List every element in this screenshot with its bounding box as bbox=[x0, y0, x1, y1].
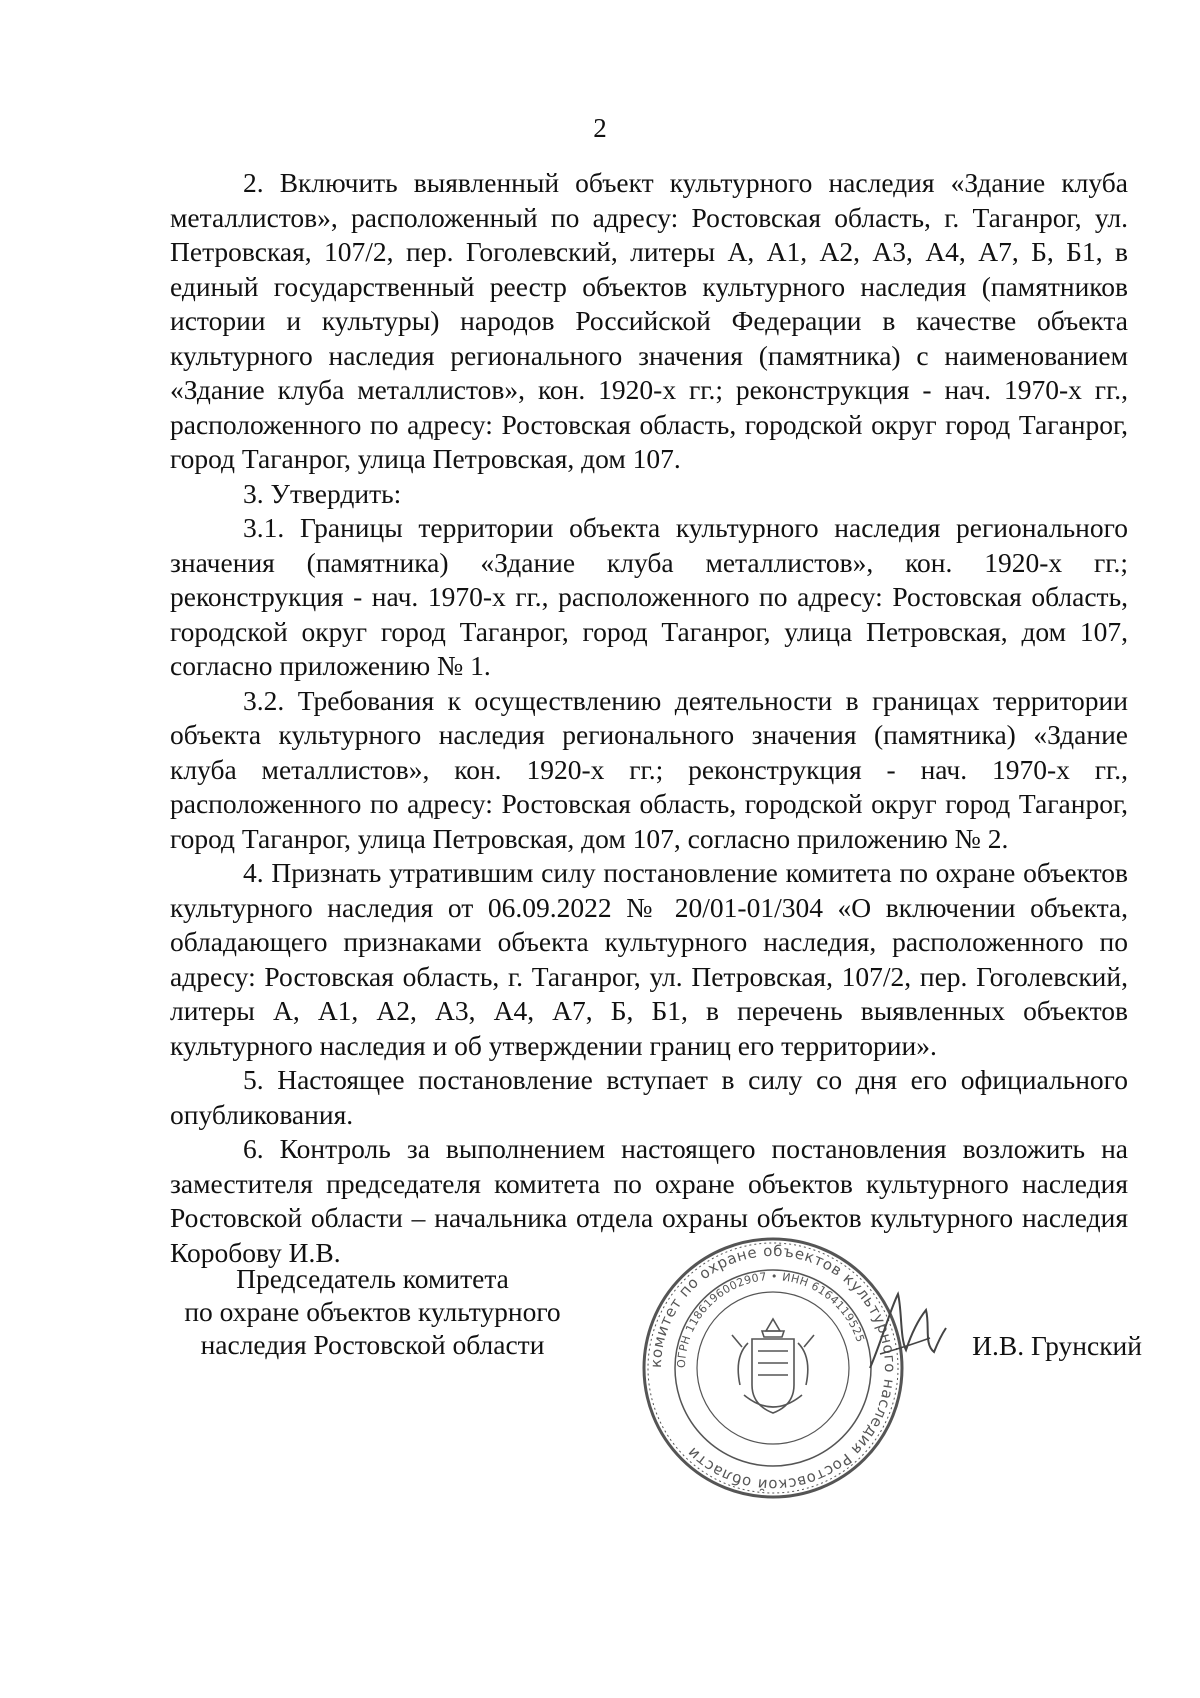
paragraph-item-2: 2. Включить выявленный объект культурного наследия «Здание клуба металлистов», расположенный по адресу: Ростовская область, г. Таганрог, ул. Петровская, 107/2, пер. Гоголевский, литеры А, А1, А2, А3, А4, А7, Б, Б1, в единый государственный реестр объектов культурного наследия (памятников истории и культуры) народов Российской Федерации в качестве объекта культурного наследия регионального значения (памятника) с наименованием «Здание клуба металлистов», кон. 1920-х гг.; реконструкция - нач. 1970-х гг., расположенного по адресу: Ростовская область, городской округ город Таганрог, город Таганрог, улица Петровская, дом 107. bbox=[170, 167, 1128, 474]
coat-of-arms-emblem bbox=[732, 1319, 814, 1413]
paragraph-item-3: 3. Утвердить: bbox=[243, 477, 402, 509]
seal-outer-text: комитет по охране объектов культурного наследия Ростовской области bbox=[646, 1241, 900, 1495]
document-body bbox=[170, 166, 1128, 1270]
paragraph-item-5: 5. Настоящее постановление вступает в силу со дня его официального опубликования. bbox=[170, 1064, 1128, 1130]
signatory-position-line: по охране объектов культурного bbox=[184, 1296, 561, 1327]
signatory-position-line: наследия Ростовской области bbox=[200, 1329, 545, 1360]
paragraph-item-3-1: 3.1. Границы территории объекта культурного наследия регионального значения (памятника) «Здание клуба металлистов», кон. 1920-х гг.; реконструкция - нач. 1970-х гг., расположенного по адресу: Ростовская область, городской округ город Таганрог, город Таганрог, улица Петровская, дом 107, согласно приложению № 1. bbox=[170, 512, 1128, 681]
paragraph-item-3-2: 3.2. Требования к осуществлению деятельности в границах территории объекта культурного наследия регионального значения (памятника) «Здание клуба металлистов», кон. 1920-х гг.; реконструкция - нач. 1970-х гг., расположенного по адресу: Ростовская область, городской округ город Таганрог, город Таганрог, улица Петровская, дом 107, согласно приложению № 2. bbox=[170, 684, 1128, 854]
paragraph-item-4: 4. Признать утратившим силу постановление комитета по охране объектов культурного наследия от 06.09.2022 № 20/01-01/304 «О включении объекта, обладающего признаками объекта культурного наследия, расположенного по адресу: Ростовская область, г. Таганрог, ул. Петровская, 107/2, пер. Гоголевский, литеры А, А1, А2, А3, А4, А7, Б, Б1, в перечень выявленных объектов культурного наследия и об утверждении границ его территории». bbox=[170, 857, 1128, 1061]
seal-inner-text: ОГРН 1186196002907 • ИНН 6164119525 bbox=[674, 1269, 867, 1369]
signatory-position bbox=[160, 1262, 585, 1361]
signatory-position-line: Председатель комитета bbox=[236, 1263, 509, 1294]
handwritten-signature bbox=[860, 1280, 950, 1390]
page-number: 2 bbox=[593, 113, 607, 143]
signatory-name: И.В. Грунский bbox=[972, 1330, 1142, 1361]
paragraph-item-6: 6. Контроль за выполнением настоящего постановления возложить на заместителя председателя комитета по охране объектов культурного наследия Ростовской области – начальника отдела охраны объектов культурного наследия Коробову И.В. bbox=[170, 1133, 1128, 1268]
